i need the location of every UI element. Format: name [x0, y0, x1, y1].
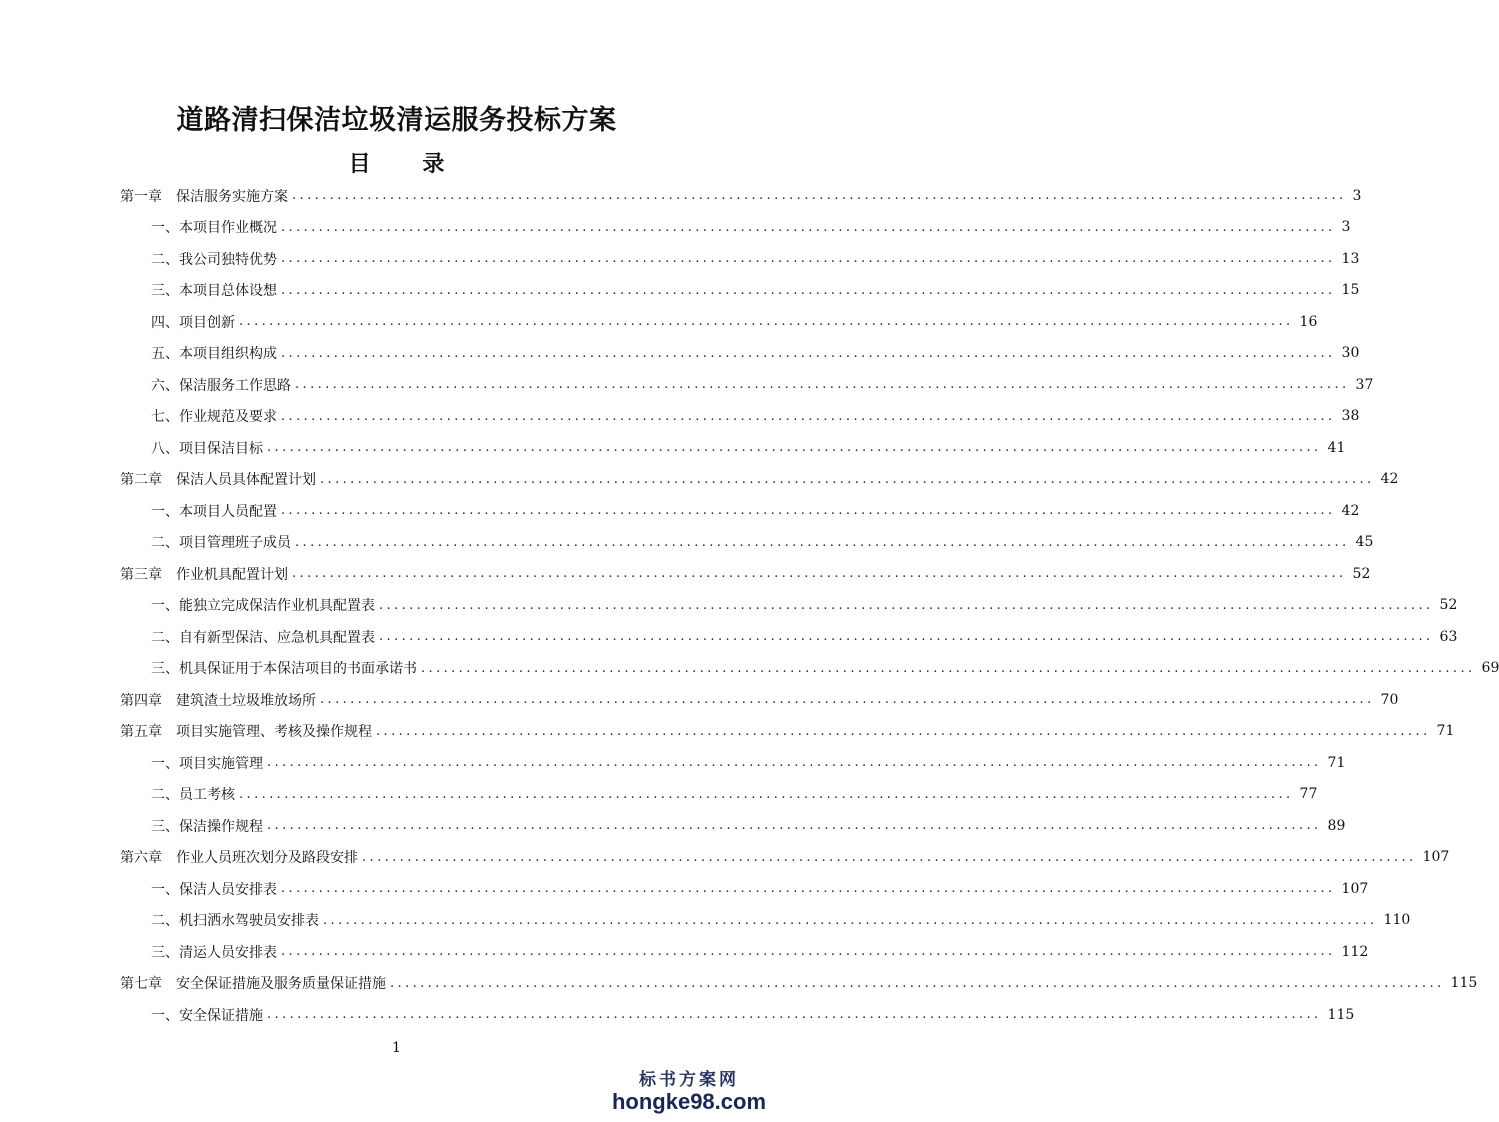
toc-entry-label	[120, 973, 390, 993]
toc-chapter-entry[interactable]	[120, 684, 1399, 716]
toc-section-entry[interactable]	[120, 401, 1360, 433]
toc-entry-text: 三、保洁操作规程	[151, 818, 263, 835]
toc-page-number: 89	[1327, 817, 1346, 834]
toc-entry-text: 作业机具配置计划	[176, 566, 288, 583]
toc-entry-text: 保洁人员具体配置计划	[176, 472, 316, 489]
toc-chapter-entry[interactable]	[120, 968, 1478, 1000]
toc-dot-leader: ............................................................................................................................................	[281, 944, 1336, 960]
toc-dot-leader: ............................................................................................................................................	[292, 566, 1347, 582]
toc-entry-text: 一、保洁人员安排表	[151, 881, 277, 898]
toc-page-number: 42	[1380, 471, 1399, 488]
toc-entry-label	[120, 721, 376, 741]
toc-section-entry[interactable]	[120, 306, 1318, 338]
toc-chapter-entry[interactable]	[120, 464, 1399, 496]
toc-entry-text: 三、机具保证用于本保洁项目的书面承诺书	[151, 661, 417, 678]
toc-dot-leader: ............................................................................................................................................	[379, 597, 1434, 613]
toc-section-entry[interactable]	[120, 275, 1360, 307]
toc-entry-text: 一、安全保证措施	[151, 1007, 263, 1024]
toc-section-entry[interactable]	[120, 432, 1346, 464]
toc-entry-label	[151, 753, 267, 773]
toc-entry-label	[120, 690, 320, 710]
toc-entry-text: 四、项目创新	[151, 314, 235, 331]
document-title: 道路清扫保洁垃圾清运服务投标方案	[176, 105, 617, 136]
toc-entry-label	[151, 1005, 267, 1025]
toc-page-number: 112	[1341, 943, 1369, 960]
toc-dot-leader: ............................................................................................................................................	[267, 1007, 1322, 1023]
toc-entry-label	[151, 532, 295, 552]
toc-entry-text: 二、项目管理班子成员	[151, 535, 291, 552]
toc-page-number: 107	[1341, 880, 1369, 897]
toc-dot-leader: ............................................................................................................................................	[320, 692, 1375, 708]
toc-chapter-number: 第二章	[120, 472, 162, 489]
toc-section-entry[interactable]	[120, 905, 1411, 937]
toc-dot-leader: ............................................................................................................................................	[295, 377, 1350, 393]
toc-entry-label	[120, 469, 320, 489]
toc-dot-leader: ............................................................................................................................................	[281, 219, 1336, 235]
toc-entry-label	[151, 658, 421, 678]
page-number: 1	[392, 1040, 401, 1056]
toc-dot-leader: ............................................................................................................................................	[239, 314, 1294, 330]
toc-section-entry[interactable]	[120, 621, 1458, 653]
toc-dot-leader: ............................................................................................................................................	[281, 345, 1336, 361]
toc-entry-text: 二、自有新型保洁、应急机具配置表	[151, 629, 375, 646]
toc-entry-label	[151, 910, 323, 930]
toc-page-number: 71	[1436, 723, 1455, 740]
toc-entry-text: 三、本项目总体设想	[151, 283, 277, 300]
toc-dot-leader: ............................................................................................................................................	[295, 534, 1350, 550]
toc-page-number: 69	[1481, 660, 1499, 677]
toc-dot-leader: ............................................................................................................................................	[323, 912, 1378, 928]
toc-page-number: 38	[1341, 408, 1360, 425]
toc-dot-leader: ............................................................................................................................................	[281, 282, 1336, 298]
toc-section-entry[interactable]	[120, 527, 1374, 559]
toc-section-entry[interactable]	[120, 810, 1346, 842]
toc-page-number: 110	[1383, 912, 1411, 929]
toc-entry-label	[151, 249, 281, 269]
toc-entry-label	[151, 280, 281, 300]
toc-chapter-number: 第三章	[120, 566, 162, 583]
toc-page-number: 77	[1299, 786, 1318, 803]
toc-dot-leader: ............................................................................................................................................	[320, 471, 1375, 487]
toc-page-number: 3	[1341, 219, 1351, 236]
toc-page-number: 37	[1355, 376, 1374, 393]
toc-page-number: 71	[1327, 754, 1346, 771]
toc-page-number: 52	[1439, 597, 1458, 614]
toc-entry-text: 二、我公司独特优势	[151, 251, 277, 268]
toc-entry-label	[151, 438, 267, 458]
toc-page-number: 41	[1327, 439, 1346, 456]
toc-section-entry[interactable]	[120, 369, 1374, 401]
toc-entry-label	[120, 847, 362, 867]
toc-page-number: 63	[1439, 628, 1458, 645]
toc-page-number: 107	[1422, 849, 1450, 866]
toc-dot-leader: ............................................................................................................................................	[281, 408, 1336, 424]
toc-dot-leader: ............................................................................................................................................	[281, 881, 1336, 897]
toc-section-entry[interactable]	[120, 936, 1369, 968]
toc-entry-text: 一、本项目作业概况	[151, 220, 277, 237]
toc-dot-leader: ............................................................................................................................................	[421, 660, 1476, 676]
table-of-contents	[120, 180, 1499, 1031]
toc-chapter-entry[interactable]	[120, 716, 1455, 748]
toc-section-entry[interactable]	[120, 653, 1499, 685]
toc-entry-label	[151, 784, 239, 804]
toc-page-number: 115	[1450, 975, 1478, 992]
toc-section-entry[interactable]	[120, 590, 1458, 622]
toc-dot-leader: ............................................................................................................................................	[281, 251, 1336, 267]
toc-entry-text: 建筑渣土垃圾堆放场所	[176, 692, 316, 709]
toc-section-entry[interactable]	[120, 779, 1318, 811]
toc-entry-label	[151, 312, 239, 332]
toc-entry-text: 二、机扫洒水驾驶员安排表	[151, 913, 319, 930]
toc-dot-leader: ............................................................................................................................................	[267, 818, 1322, 834]
toc-section-entry[interactable]	[120, 999, 1355, 1031]
toc-page-number: 52	[1352, 565, 1371, 582]
toc-entry-text: 安全保证措施及服务质量保证措施	[176, 976, 386, 993]
toc-entry-text: 七、作业规范及要求	[151, 409, 277, 426]
toc-entry-text: 二、员工考核	[151, 787, 235, 804]
toc-section-entry[interactable]	[120, 495, 1360, 527]
toc-entry-text: 项目实施管理、考核及操作规程	[176, 724, 372, 741]
watermark-domain: hongke98.com	[611, 1089, 767, 1114]
toc-entry-label	[151, 501, 281, 521]
toc-dot-leader: ............................................................................................................................................	[267, 440, 1322, 456]
toc-entry-text: 保洁服务实施方案	[176, 188, 288, 205]
toc-entry-label	[151, 343, 281, 363]
toc-entry-label	[151, 942, 281, 962]
toc-chapter-number: 第六章	[120, 850, 162, 867]
toc-page-number: 42	[1341, 502, 1360, 519]
toc-entry-text: 一、项目实施管理	[151, 755, 263, 772]
toc-entry-label	[151, 217, 281, 237]
toc-entry-label	[151, 816, 267, 836]
toc-section-entry[interactable]	[120, 212, 1351, 244]
toc-page-number: 70	[1380, 691, 1399, 708]
toc-entry-label	[120, 186, 292, 206]
toc-entry-text: 六、保洁服务工作思路	[151, 377, 291, 394]
toc-page-number: 30	[1341, 345, 1360, 362]
toc-section-entry[interactable]	[120, 873, 1369, 905]
toc-page-number: 13	[1341, 250, 1360, 267]
toc-entry-text: 五、本项目组织构成	[151, 346, 277, 363]
toc-chapter-entry[interactable]	[120, 180, 1362, 212]
toc-dot-leader: ............................................................................................................................................	[379, 629, 1434, 645]
toc-entry-text: 八、项目保洁目标	[151, 440, 263, 457]
toc-dot-leader: ............................................................................................................................................	[376, 723, 1431, 739]
toc-dot-leader: ............................................................................................................................................	[267, 755, 1322, 771]
toc-dot-leader: ............................................................................................................................................	[292, 188, 1347, 204]
toc-entry-label	[151, 627, 379, 647]
toc-chapter-entry[interactable]	[120, 842, 1450, 874]
toc-dot-leader: ............................................................................................................................................	[281, 503, 1336, 519]
toc-dot-leader: ............................................................................................................................................	[239, 786, 1294, 802]
toc-page-number: 115	[1327, 1006, 1355, 1023]
toc-entry-label	[151, 879, 281, 899]
watermark	[599, 1065, 779, 1114]
toc-chapter-number: 第七章	[120, 976, 162, 993]
toc-entry-text: 作业人员班次划分及路段安排	[176, 850, 358, 867]
toc-page-number: 3	[1352, 187, 1362, 204]
toc-entry-text: 三、清运人员安排表	[151, 944, 277, 961]
toc-page-number: 45	[1355, 534, 1374, 551]
toc-entry-label	[151, 375, 295, 395]
toc-entry-label	[151, 406, 281, 426]
toc-entry-text: 一、本项目人员配置	[151, 503, 277, 520]
watermark-site-name: 标书方案网	[639, 1070, 739, 1090]
toc-section-entry[interactable]	[120, 338, 1360, 370]
toc-section-entry[interactable]	[120, 747, 1346, 779]
toc-heading: 目 录	[348, 151, 467, 177]
toc-chapter-number: 第四章	[120, 692, 162, 709]
toc-entry-label	[120, 564, 292, 584]
toc-dot-leader: ............................................................................................................................................	[362, 849, 1417, 865]
toc-chapter-number: 第五章	[120, 724, 162, 741]
toc-dot-leader: ............................................................................................................................................	[390, 975, 1445, 991]
toc-chapter-entry[interactable]	[120, 558, 1371, 590]
toc-chapter-number: 第一章	[120, 188, 162, 205]
toc-page-number: 16	[1299, 313, 1318, 330]
toc-page-number: 15	[1341, 282, 1360, 299]
toc-entry-label	[151, 595, 379, 615]
toc-section-entry[interactable]	[120, 243, 1360, 275]
toc-entry-text: 一、能独立完成保洁作业机具配置表	[151, 598, 375, 615]
